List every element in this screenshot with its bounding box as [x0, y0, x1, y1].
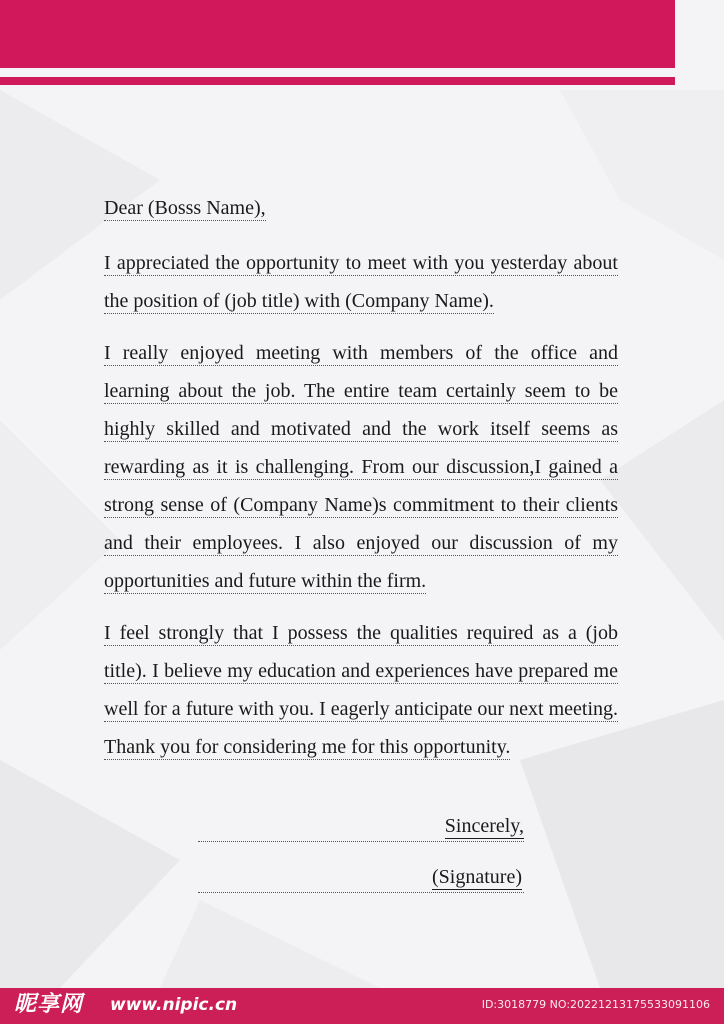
letter-paragraph-2: I really enjoyed meeting with members of the office and learning about the job. The entire team certainly seem to be highly skilled and motivated and the work itself seems as rewarding as it is challenging. From our discussion,I gained a strong sense of (Company Name)s commitment to their clients and their employees. I also enjoyed our discussion of my opportunities and future within the firm. [104, 342, 618, 592]
top-accent-bar [0, 0, 675, 68]
top-accent-line [0, 77, 675, 85]
signature-line [198, 862, 524, 893]
letter-greeting: Dear (Bosss Name), [104, 197, 266, 219]
watermark-id: ID:3018779 NO:20221213175533091106 [481, 998, 710, 1011]
closing-line [198, 811, 524, 842]
letter-body [104, 190, 618, 780]
letter-paragraph-3: I feel strongly that I possess the qualities required as a (job title). I believe my education and experiences have prepared me well for a future with you. I eagerly anticipate our next meeting. Thank you for considering me for this opportunity. [104, 622, 618, 758]
signature-text: (Signature) [432, 866, 522, 888]
letter-paragraph-1: I appreciated the opportunity to meet with you yesterday about the position of (job title) with (Company Name). [104, 252, 618, 312]
watermark-logo: 昵享网 [14, 992, 84, 1017]
closing-text: Sincerely, [444, 815, 524, 837]
watermark-url: www.nipic.cn [110, 995, 238, 1015]
